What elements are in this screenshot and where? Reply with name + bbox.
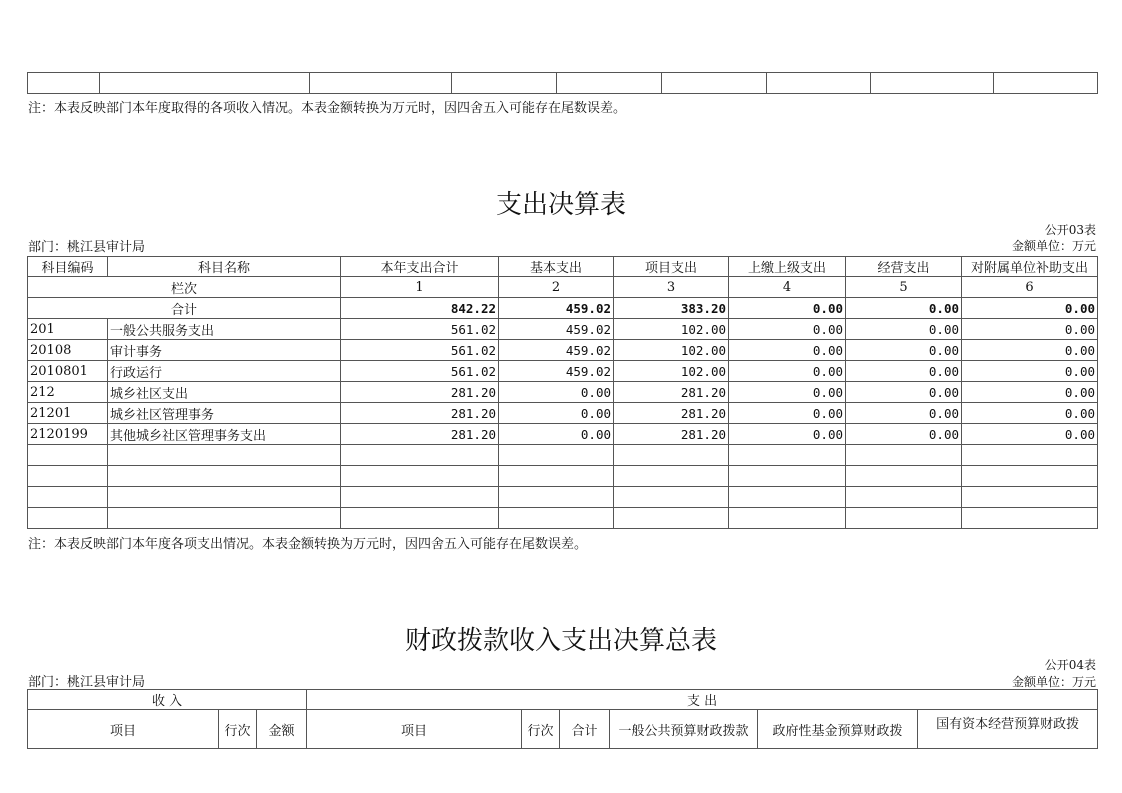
amount-cell: 102.00 [614, 319, 729, 340]
column-number: 2 [499, 277, 614, 298]
income-header: 收 入 [28, 690, 307, 710]
column-number: 1 [341, 277, 499, 298]
account-code: 20108 [28, 340, 108, 361]
expense-col-header: 项目 [307, 710, 522, 749]
amount-cell: 0.00 [729, 424, 846, 445]
income-col-header: 项目 [28, 710, 219, 749]
header-cell: 上缴上级支出 [729, 257, 846, 277]
column-number: 3 [614, 277, 729, 298]
amount-cell: 0.00 [846, 319, 962, 340]
table-row [28, 319, 1098, 340]
amount-cell: 0.00 [962, 424, 1098, 445]
amount-cell: 0.00 [846, 361, 962, 382]
empty-cell [871, 73, 994, 94]
amount-cell: 459.02 [499, 340, 614, 361]
fiscal-table-code: 公开04表 [1044, 658, 1096, 672]
empty-cell [100, 73, 310, 94]
expense-col-header: 国有资本经营预算财政拨 [918, 710, 1098, 749]
header-cell: 经营支出 [846, 257, 962, 277]
expense-col-header: 合计 [560, 710, 610, 749]
income-col-header: 行次 [219, 710, 257, 749]
empty-cell [662, 73, 767, 94]
column-index-label: 栏次 [28, 277, 341, 298]
amount-cell: 281.20 [614, 382, 729, 403]
group-header-row [28, 690, 1098, 710]
amount-cell: 0.00 [846, 382, 962, 403]
header-row [28, 257, 1098, 277]
header-cell: 本年支出合计 [341, 257, 499, 277]
amount-cell: 0.00 [729, 382, 846, 403]
empty-cell [452, 73, 557, 94]
amount-cell: 561.02 [341, 361, 499, 382]
expense-table-department: 部门：桃江县审计局 [28, 240, 146, 255]
header-cell: 基本支出 [499, 257, 614, 277]
amount-cell: 0.00 [729, 340, 846, 361]
expense-table-unit: 金额单位：万元 [1011, 239, 1096, 253]
expense-col-header: 一般公共预算财政拨款 [610, 710, 758, 749]
account-name: 城乡社区支出 [108, 382, 341, 403]
amount-cell: 0.00 [499, 424, 614, 445]
header-cell: 对附属单位补助支出 [962, 257, 1098, 277]
fiscal-table-department: 部门：桃江县审计局 [28, 675, 146, 690]
header-cell: 项目支出 [614, 257, 729, 277]
table-row [28, 340, 1098, 361]
empty-cell [767, 73, 871, 94]
amount-cell: 281.20 [341, 424, 499, 445]
amount-cell: 0.00 [962, 319, 1098, 340]
amount-cell: 0.00 [846, 424, 962, 445]
column-number: 6 [962, 277, 1098, 298]
total-value: 0.00 [729, 298, 846, 319]
account-name: 其他城乡社区管理事务支出 [108, 424, 341, 445]
expense-header: 支 出 [307, 690, 1098, 710]
amount-cell: 0.00 [962, 382, 1098, 403]
total-value: 0.00 [962, 298, 1098, 319]
expense-table-title: 支出决算表 [495, 190, 626, 220]
account-code: 201 [28, 319, 108, 340]
empty-cell [994, 73, 1098, 94]
fiscal-table-title: 财政拨款收入支出决算总表 [404, 626, 717, 656]
prev-table-note: 注：本表反映部门本年度取得的各项收入情况。本表金额转换为万元时，因四舍五入可能存在尾数误差。 [28, 101, 627, 116]
empty-row [28, 508, 1098, 529]
amount-cell: 0.00 [729, 319, 846, 340]
amount-cell: 281.20 [341, 403, 499, 424]
amount-cell: 0.00 [846, 340, 962, 361]
amount-cell: 0.00 [962, 361, 1098, 382]
total-value: 459.02 [499, 298, 614, 319]
total-label: 合计 [28, 298, 341, 319]
header-cell: 科目编码 [28, 257, 108, 277]
expense-col-header: 行次 [522, 710, 560, 749]
account-code: 21201 [28, 403, 108, 424]
table-row [28, 424, 1098, 445]
amount-cell: 0.00 [962, 340, 1098, 361]
prev-table-fragment [27, 72, 1098, 94]
table-row [28, 361, 1098, 382]
empty-cell [28, 73, 100, 94]
total-value: 0.00 [846, 298, 962, 319]
amount-cell: 0.00 [499, 382, 614, 403]
account-code: 2120199 [28, 424, 108, 445]
expense-table-note: 注：本表反映部门本年度各项支出情况。本表金额转换为万元时，因四舍五入可能存在尾数误差。 [28, 537, 588, 552]
amount-cell: 0.00 [846, 403, 962, 424]
amount-cell: 102.00 [614, 340, 729, 361]
amount-cell: 561.02 [341, 340, 499, 361]
empty-cell [557, 73, 662, 94]
expense-col-header: 政府性基金预算财政拨 [758, 710, 918, 749]
empty-row [28, 466, 1098, 487]
account-code: 2010801 [28, 361, 108, 382]
amount-cell: 102.00 [614, 361, 729, 382]
amount-cell: 0.00 [729, 361, 846, 382]
empty-row [28, 487, 1098, 508]
total-row [28, 298, 1098, 319]
expense-table-code: 公开03表 [1044, 223, 1096, 237]
column-index-row [28, 277, 1098, 298]
column-number: 4 [729, 277, 846, 298]
header-cell: 科目名称 [108, 257, 341, 277]
table-row [28, 382, 1098, 403]
amount-cell: 281.20 [614, 424, 729, 445]
table-row [28, 403, 1098, 424]
amount-cell: 0.00 [499, 403, 614, 424]
empty-row [28, 445, 1098, 466]
amount-cell: 281.20 [341, 382, 499, 403]
income-col-header: 金额 [257, 710, 307, 749]
account-name: 一般公共服务支出 [108, 319, 341, 340]
account-name: 行政运行 [108, 361, 341, 382]
amount-cell: 459.02 [499, 361, 614, 382]
amount-cell: 459.02 [499, 319, 614, 340]
column-number: 5 [846, 277, 962, 298]
fiscal-table-unit: 金额单位：万元 [1011, 675, 1096, 689]
amount-cell: 281.20 [614, 403, 729, 424]
empty-cell [310, 73, 452, 94]
expense-table [27, 256, 1098, 529]
column-header-row [28, 710, 1098, 749]
account-code: 212 [28, 382, 108, 403]
account-name: 城乡社区管理事务 [108, 403, 341, 424]
total-value: 842.22 [341, 298, 499, 319]
amount-cell: 0.00 [729, 403, 846, 424]
amount-cell: 561.02 [341, 319, 499, 340]
fiscal-table [27, 689, 1098, 749]
amount-cell: 0.00 [962, 403, 1098, 424]
account-name: 审计事务 [108, 340, 341, 361]
total-value: 383.20 [614, 298, 729, 319]
